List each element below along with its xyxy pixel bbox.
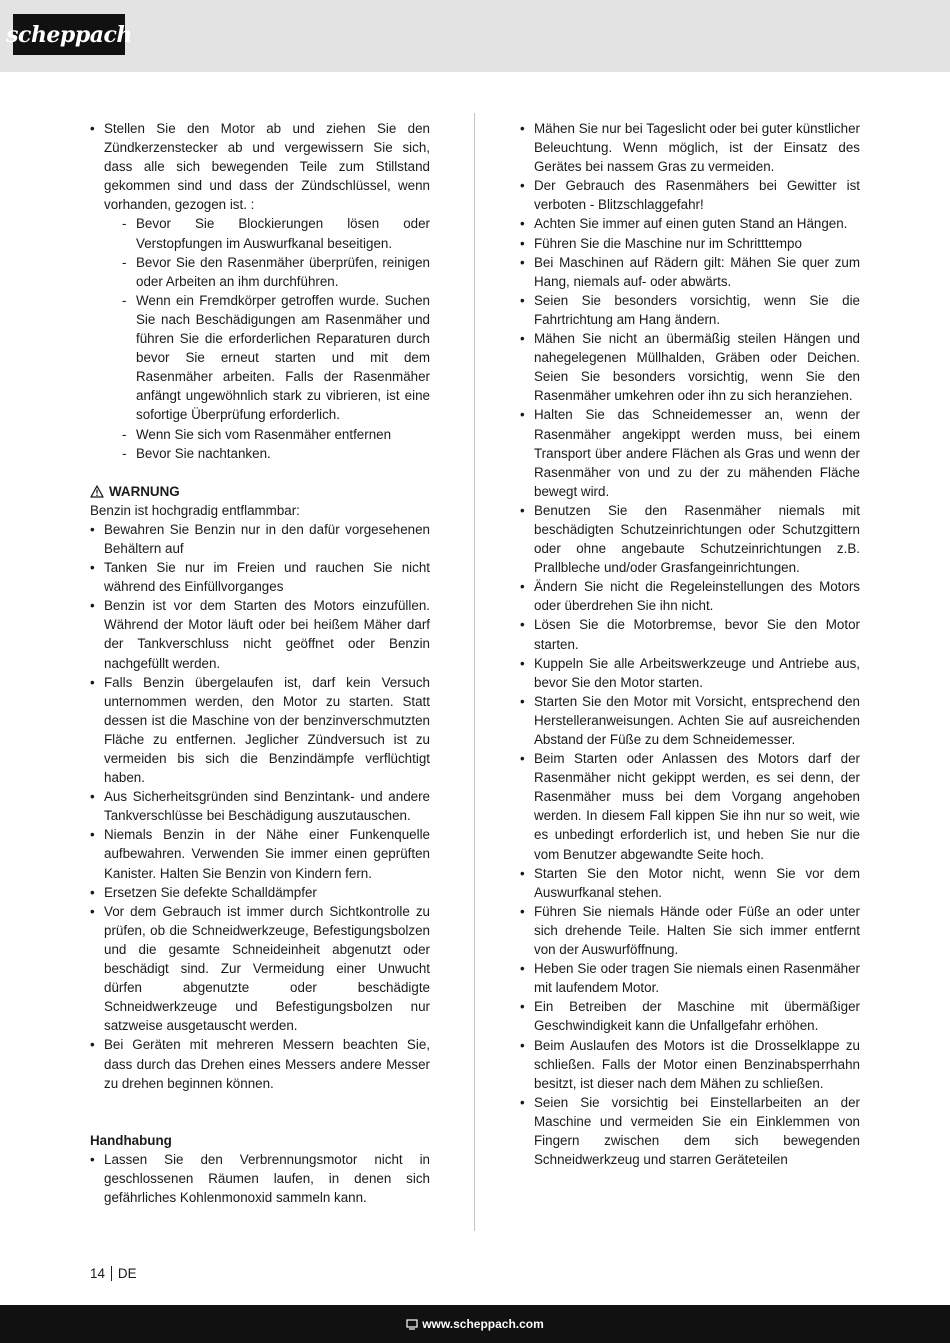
sub-list-item-text: - Wenn ein Fremdkörper getroffen wurde. Suchen Sie nach Beschädigungen am Rasenmäher und führen Sie die erforderlichen Reparaturen durch bevor Sie erneut starten und mit dem Rasenmäher arbeiten. Falls der Rasenmäher anfängt ungewöhnlich stark zu vibrieren, ist eine sofortige Überprüfung erforderlich. <box>136 293 430 423</box>
list-item-text: • Seien Sie vorsichtig bei Einstellarbeiten an der Maschine und vermeiden Sie ein Einklemmen von Fingern zwischen dem sich bewegenden Schneidwerkzeug und starren Geräteteilen <box>534 1095 860 1167</box>
list-item-text: • Der Gebrauch des Rasenmähers bei Gewitter ist verboten - Blitzschlaggefahr! <box>534 178 860 212</box>
page-number-separator <box>111 1266 112 1281</box>
list-item-text: • Kuppeln Sie alle Arbeitswerkzeuge und Antriebe aus, bevor Sie den Motor starten. <box>534 656 860 690</box>
warning-list <box>90 520 430 1093</box>
list-item <box>90 673 430 788</box>
list-item <box>520 749 860 864</box>
spacer <box>90 463 430 482</box>
brand-name: scheppach <box>6 21 132 48</box>
list-item <box>520 291 860 329</box>
list-item <box>520 864 860 902</box>
monitor-icon <box>406 1319 418 1330</box>
list-item-text: • Halten Sie das Schneidemesser an, wenn der Rasenmäher angekippt werden muss, bei einem Transport über andere Flächen als Gras und wenn der Rasenmäher von und zu der zu mähenden Fläche bewegt wird. <box>534 407 860 498</box>
list-item <box>520 997 860 1035</box>
list-item-text: • Bei Maschinen auf Rädern gilt: Mähen Sie quer zum Hang, niemals auf- oder abwärts. <box>534 255 860 289</box>
list-item <box>520 615 860 653</box>
list-item <box>90 787 430 825</box>
sub-list <box>104 214 430 462</box>
list-item <box>520 234 860 253</box>
list-item-text: • Aus Sicherheitsgründen sind Benzintank- und andere Tankverschlüsse bei Beschädigung auszutauschen. <box>104 789 430 823</box>
list-item <box>520 959 860 997</box>
list-item-text: • Heben Sie oder tragen Sie niemals einen Rasenmäher mit laufendem Motor. <box>534 961 860 995</box>
website-link[interactable]: www.scheppach.com <box>422 1317 544 1331</box>
safety-list <box>520 119 860 1169</box>
warning-heading-text: WARNUNG <box>109 483 180 499</box>
column-divider <box>474 113 475 1231</box>
list-item-text: • Falls Benzin übergelaufen ist, darf kein Versuch unternommen werden, den Motor zu starten. Statt dessen ist die Maschine von der benzinverschmutzten Fläche zu entfernen. Jeglicher Zündversuch ist zu vermeiden bis sich die Benzindämpfe verflüchtigt haben. <box>104 675 430 785</box>
list-item <box>90 558 430 596</box>
list-item <box>520 577 860 615</box>
list-item <box>90 596 430 672</box>
sub-list-item <box>104 291 430 425</box>
list-item <box>520 214 860 233</box>
list-item-text: • Lösen Sie die Motorbremse, bevor Sie den Motor starten. <box>534 617 860 651</box>
list-item-text: • Bewahren Sie Benzin nur in den dafür vorgesehenen Behältern auf <box>104 522 430 556</box>
list-item-text: • Tanken Sie nur im Freien und rauchen Sie nicht während des Einfüllvorganges <box>104 560 430 594</box>
page-number <box>90 1266 137 1281</box>
list-item-text: • Starten Sie den Motor nicht, wenn Sie vor dem Auswurfkanal stehen. <box>534 866 860 900</box>
list-item <box>90 520 430 558</box>
brand-logo <box>6 14 132 55</box>
sub-list-item <box>104 444 430 463</box>
right-column <box>520 119 860 1169</box>
warning-triangle-icon <box>90 485 104 498</box>
list-item <box>520 329 860 405</box>
list-item-text: • Vor dem Gebrauch ist immer durch Sichtkontrolle zu prüfen, ob die Schneidwerkzeuge, Befestigungsbolzen und die gesamte Schneideinheit abgenutzt oder beschädigt sind. Zur Vermeidung einer Unwucht dürfen abgenutzte oder beschädigte Schneidwerkzeuge und Befestigungsbolzen nur satzweise ausgetauscht werden. <box>104 904 430 1034</box>
list-item-text: • Seien Sie besonders vorsichtig, wenn Sie die Fahrtrichtung am Hang ändern. <box>534 293 860 327</box>
warning-intro: Benzin ist hochgradig entflammbar: <box>90 502 300 518</box>
sub-list-item-text: - Wenn Sie sich vom Rasenmäher entfernen <box>136 427 391 442</box>
list-item <box>90 902 430 1036</box>
list-item-text: • Führen Sie niemals Hände oder Füße an oder unter sich drehende Teile. Halten Sie sich immer entfernt von der Auswurföffnung. <box>534 904 860 957</box>
list-item <box>90 1150 430 1207</box>
list-item-text: • Stellen Sie den Motor ab und ziehen Sie den Zündkerzenstecker ab und vergewissern Sie sich, dass alle sich bewegenden Teile zum Stillstand gekommen sind und dass der Zündschlüssel, wenn vorhanden, gezogen ist. : <box>104 121 430 212</box>
list-item-text: • Beim Starten oder Anlassen des Motors darf der Rasenmäher nicht gekippt werden, es sei denn, der Rasenmäher muss bei dem Vorgang angehoben werden. In diesem Fall kippen Sie ihn nur so weit, wie es unbedingt erforderlich ist, und heben Sie nur die vom Benutzer abgewandte Seite hoch. <box>534 751 860 861</box>
list-item-text: • Beim Auslaufen des Motors ist die Drosselklappe zu schließen. Falls der Motor einen Benzinabsperrhahn besitzt, ist dieser nach dem Mähen zu schließen. <box>534 1038 860 1091</box>
list-item <box>520 654 860 692</box>
page-footer <box>0 1305 950 1343</box>
list-item <box>520 176 860 214</box>
left-column <box>90 119 430 1207</box>
spacer <box>90 1093 430 1131</box>
sub-list-item-text: - Bevor Sie Blockierungen lösen oder Verstopfungen im Auswurfkanal beseitigen. <box>136 216 430 250</box>
list-item-text: • Mähen Sie nur bei Tageslicht oder bei guter künstlicher Beleuchtung. Wenn möglich, ist der Einsatz des Gerätes bei nassem Gras zu vermeiden. <box>534 121 860 174</box>
page-header <box>0 0 950 72</box>
list-item-text: • Benutzen Sie den Rasenmäher niemals mit beschädigten Schutzeinrichtungen oder Schutzgittern oder ohne angebaute Schutzeinrichtungen z.B. Prallbleche und/oder Grasfangeinrichtungen. <box>534 503 860 575</box>
list-item-text: • Starten Sie den Motor mit Vorsicht, entsprechend den Herstelleranweisungen. Achten Sie auf ausreichenden Abstand der Füße zu dem Schneidemesser. <box>534 694 860 747</box>
warning-heading <box>90 482 430 501</box>
list-item <box>520 119 860 176</box>
list-item <box>90 119 430 463</box>
page-language: DE <box>117 1266 137 1281</box>
list-item-text: • Lassen Sie den Verbrennungsmotor nicht in geschlossenen Räumen laufen, in denen sich gefährliches Kohlenmonoxid sammeln kann. <box>104 1152 430 1205</box>
sub-list-item <box>104 425 430 444</box>
list-item-text: • Benzin ist vor dem Starten des Motors einzufüllen. Während der Motor läuft oder bei heißem Mäher darf der Tankverschluss nicht geöffnet oder Benzin nachgefüllt werden. <box>104 598 430 670</box>
list-item-text: • Mähen Sie nicht an übermäßig steilen Hängen und nahegelegenen Müllhalden, Gräben oder Deichen. Seien Sie besonders vorsichtig, wenn Sie den Rasenmäher umkehren oder ihn zu sich heranziehen. <box>534 331 860 403</box>
list-item <box>520 253 860 291</box>
list-item <box>90 1035 430 1092</box>
handling-heading: Handhabung <box>90 1132 172 1148</box>
list-item <box>90 883 430 902</box>
list-item-text: • Ändern Sie nicht die Regeleinstellungen des Motors oder überdrehen Sie ihn nicht. <box>534 579 860 613</box>
sub-list-item-text: - Bevor Sie den Rasenmäher überprüfen, reinigen oder Arbeiten an ihm durchführen. <box>136 255 430 289</box>
handling-list <box>90 1150 430 1207</box>
list-item <box>520 1093 860 1169</box>
list-item-text: • Bei Geräten mit mehreren Messern beachten Sie, dass durch das Drehen eines Messers andere Messer zu drehen beginnen können. <box>104 1037 430 1090</box>
list-item <box>520 1036 860 1093</box>
list-item <box>520 501 860 577</box>
sub-list-item <box>104 214 430 252</box>
page-number-value: 14 <box>90 1266 105 1281</box>
list-item-text: • Ersetzen Sie defekte Schalldämpfer <box>104 885 317 900</box>
intro-list <box>90 119 430 463</box>
list-item <box>520 405 860 500</box>
list-item <box>90 825 430 882</box>
list-item-text: • Führen Sie die Maschine nur im Schritttempo <box>534 236 802 251</box>
list-item <box>520 692 860 749</box>
sub-list-item <box>104 253 430 291</box>
list-item-text: • Ein Betreiben der Maschine mit übermäßiger Geschwindigkeit kann die Unfallgefahr erhöhen. <box>534 999 860 1033</box>
list-item <box>520 902 860 959</box>
list-item-text: • Niemals Benzin in der Nähe einer Funkenquelle aufbewahren. Verwenden Sie immer einen geprüften Kanister. Halten Sie Benzin von Kindern fern. <box>104 827 430 880</box>
list-item-text: • Achten Sie immer auf einen guten Stand an Hängen. <box>534 216 847 231</box>
sub-list-item-text: - Bevor Sie nachtanken. <box>136 446 271 461</box>
